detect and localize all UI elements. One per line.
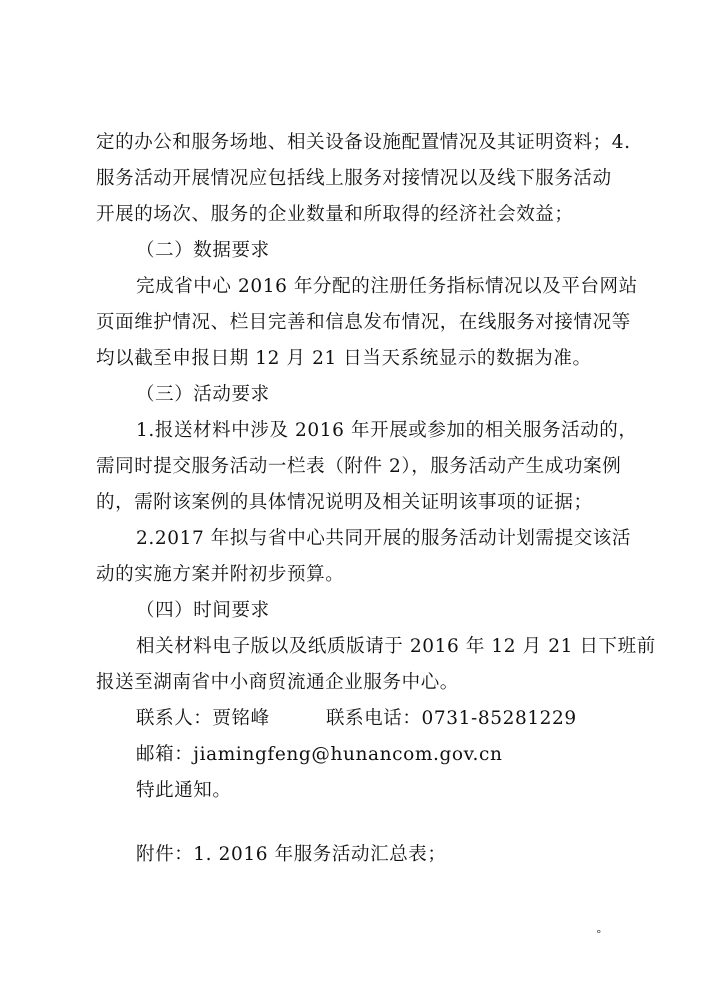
section-heading-data: （二）数据要求 bbox=[136, 240, 270, 261]
contact-person: 联系人：贾铭峰 bbox=[136, 708, 270, 729]
body-line-7: 均以截至申报日期 12 月 21 日当天系统显示的数据为准。 bbox=[96, 348, 592, 369]
body-line-5: 完成省中心 2016 年分配的注册任务指标情况以及平台网站 bbox=[136, 276, 638, 297]
body-line-16: 报送至湖南省中小商贸流通企业服务中心。 bbox=[96, 672, 459, 693]
body-line-1: 定的办公和服务场地、相关设备设施配置情况及其证明资料；4. bbox=[96, 132, 631, 153]
contact-phone: 联系电话：0731-85281229 bbox=[326, 708, 577, 729]
body-line-12: 2.2017 年拟与省中心共同开展的服务活动计划需提交该活 bbox=[136, 528, 632, 549]
body-line-10: 需同时提交服务活动一栏表（附件 2），服务活动产生成功案例 bbox=[96, 456, 622, 477]
page-number-mark: ° bbox=[596, 928, 602, 941]
body-line-13: 动的实施方案并附初步预算。 bbox=[96, 564, 345, 585]
body-line-11: 的，需附该案例的具体情况说明及相关证明该事项的证据； bbox=[96, 492, 593, 513]
attachment-line: 附件：1. 2016 年服务活动汇总表； bbox=[136, 844, 447, 865]
body-line-3: 开展的场次、服务的企业数量和所取得的经济社会效益； bbox=[96, 204, 574, 225]
body-line-9: 1.报送材料中涉及 2016 年开展或参加的相关服务活动的， bbox=[136, 420, 638, 441]
body-line-6: 页面维护情况、栏目完善和信息发布情况，在线服务对接情况等 bbox=[96, 312, 631, 333]
body-line-15: 相关材料电子版以及纸质版请于 2016 年 12 月 21 日下班前 bbox=[136, 636, 656, 657]
contact-email: 邮箱：jiamingfeng@hunancom.gov.cn bbox=[136, 744, 503, 765]
closing-text: 特此通知。 bbox=[136, 780, 232, 801]
section-heading-time: （四）时间要求 bbox=[136, 600, 270, 621]
body-line-2: 服务活动开展情况应包括线上服务对接情况以及线下服务活动 bbox=[96, 168, 612, 189]
section-heading-activity: （三）活动要求 bbox=[136, 384, 270, 405]
